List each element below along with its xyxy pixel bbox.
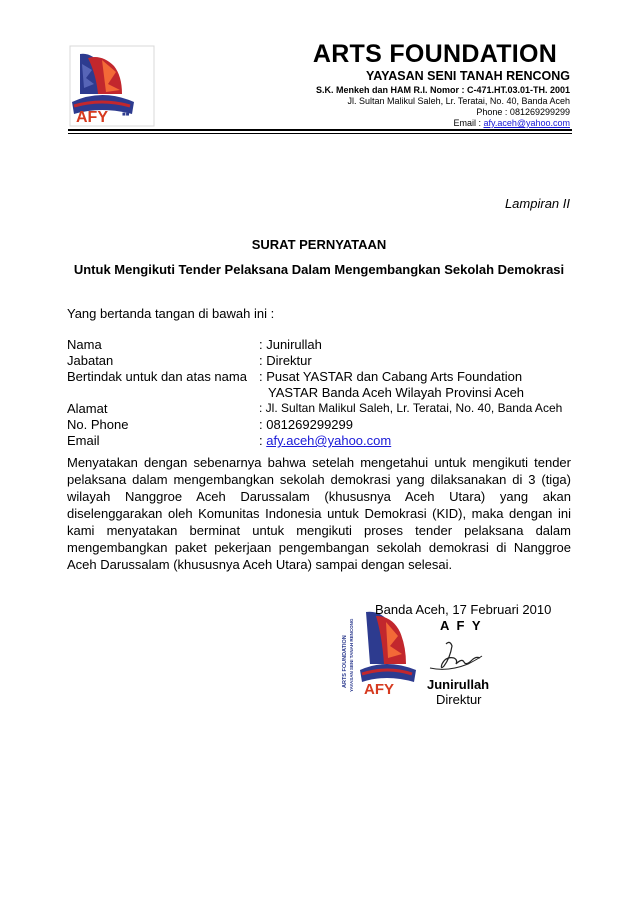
document-title: SURAT PERNYATAAN (251, 237, 387, 252)
field-value-nama: : Junirullah (259, 337, 322, 352)
field-label-alamat: Alamat (67, 401, 108, 416)
email-link[interactable]: afy.aceh@yahoo.com (266, 433, 392, 448)
org-email-label: Email : (453, 118, 484, 128)
field-label-nama: Nama (67, 337, 102, 352)
field-value-jabatan: : Direktur (259, 353, 312, 368)
field-value-phone: : 081269299299 (259, 417, 353, 432)
document-subtitle: Untuk Mengikuti Tender Pelaksana Dalam Mengembangkan Sekolah Demokrasi (73, 262, 565, 277)
field-label-on-behalf: Bertindak untuk dan atas nama (67, 369, 247, 384)
field-label-phone: No. Phone (67, 417, 129, 432)
header-rule-thin (68, 133, 572, 134)
field-label-jabatan: Jabatan (67, 353, 114, 368)
field-value-on-behalf: : Pusat YASTAR dan Cabang Arts Foundation (259, 369, 523, 384)
field-value-email (259, 432, 391, 449)
signer-role: Direktur (436, 692, 482, 707)
field-value-on-behalf-line2: YASTAR Banda Aceh Wilayah Provinsi Aceh (268, 385, 525, 400)
org-email-line (453, 118, 570, 128)
org-address: Jl. Sultan Malikul Saleh, Lr. Teratai, No. 40, Banda Aceh (347, 96, 570, 106)
email-prefix: : (259, 433, 267, 448)
organization-stamp (336, 606, 420, 698)
attachment-label: Lampiran II (504, 196, 570, 211)
org-subtitle: YAYASAN SENI TANAH RENCONG (366, 69, 570, 83)
statement-paragraph: Menyatakan dengan sebenarnya bahwa setelah mengetahui untuk mengikuti tender pelaksana dalam mengembangkan sekolah demokrasi yang dilaksanakan di 3 (tiga) wilayah Nanggroe Aceh Darussalam (khususnya Aceh Utara) yang akan diselenggarakan oleh Komunitas Indonesia untuk Demokrasi (KID), maka dengan ini kami menyatakan berminat untuk mengikuti proses tender pelaksana dalam mengembangkan paket pekerjaan pengembangan sekolah demokrasi di Nanggroe Aceh Darussalam (khususnya Aceh Utara) sampai dengan selesai. (67, 455, 571, 572)
org-phone: Phone : 081269299299 (476, 107, 570, 117)
logo-text: AFY (76, 109, 108, 126)
afy-logo (62, 44, 158, 130)
place-date: Banda Aceh, 17 Februari 2010 (375, 602, 552, 617)
svg-text:AFY: AFY (364, 681, 394, 698)
org-name: ARTS FOUNDATION (312, 40, 558, 68)
field-label-email: Email (67, 433, 100, 448)
org-legal-number: S.K. Menkeh dan HAM R.I. Nomor : C-471.HT.03.01-TH. 2001 (315, 85, 570, 95)
signing-organization: A F Y (440, 618, 483, 633)
field-value-alamat: : Jl. Sultan Malikul Saleh, Lr. Teratai, No. 40, Banda Aceh (259, 401, 563, 415)
svg-text:■■: ■■ (122, 112, 130, 118)
svg-text:ARTS FOUNDATION: ARTS FOUNDATION (342, 635, 348, 688)
handwritten-signature (428, 638, 484, 678)
svg-text:YAYASAN SENI TANAH RENCONG: YAYASAN SENI TANAH RENCONG (349, 618, 354, 692)
intro-text: Yang bertanda tangan di bawah ini : (67, 306, 275, 321)
org-email-link[interactable]: afy.aceh@yahoo.com (483, 118, 570, 128)
signer-name: Junirullah (427, 677, 490, 692)
header-rule (68, 129, 572, 131)
